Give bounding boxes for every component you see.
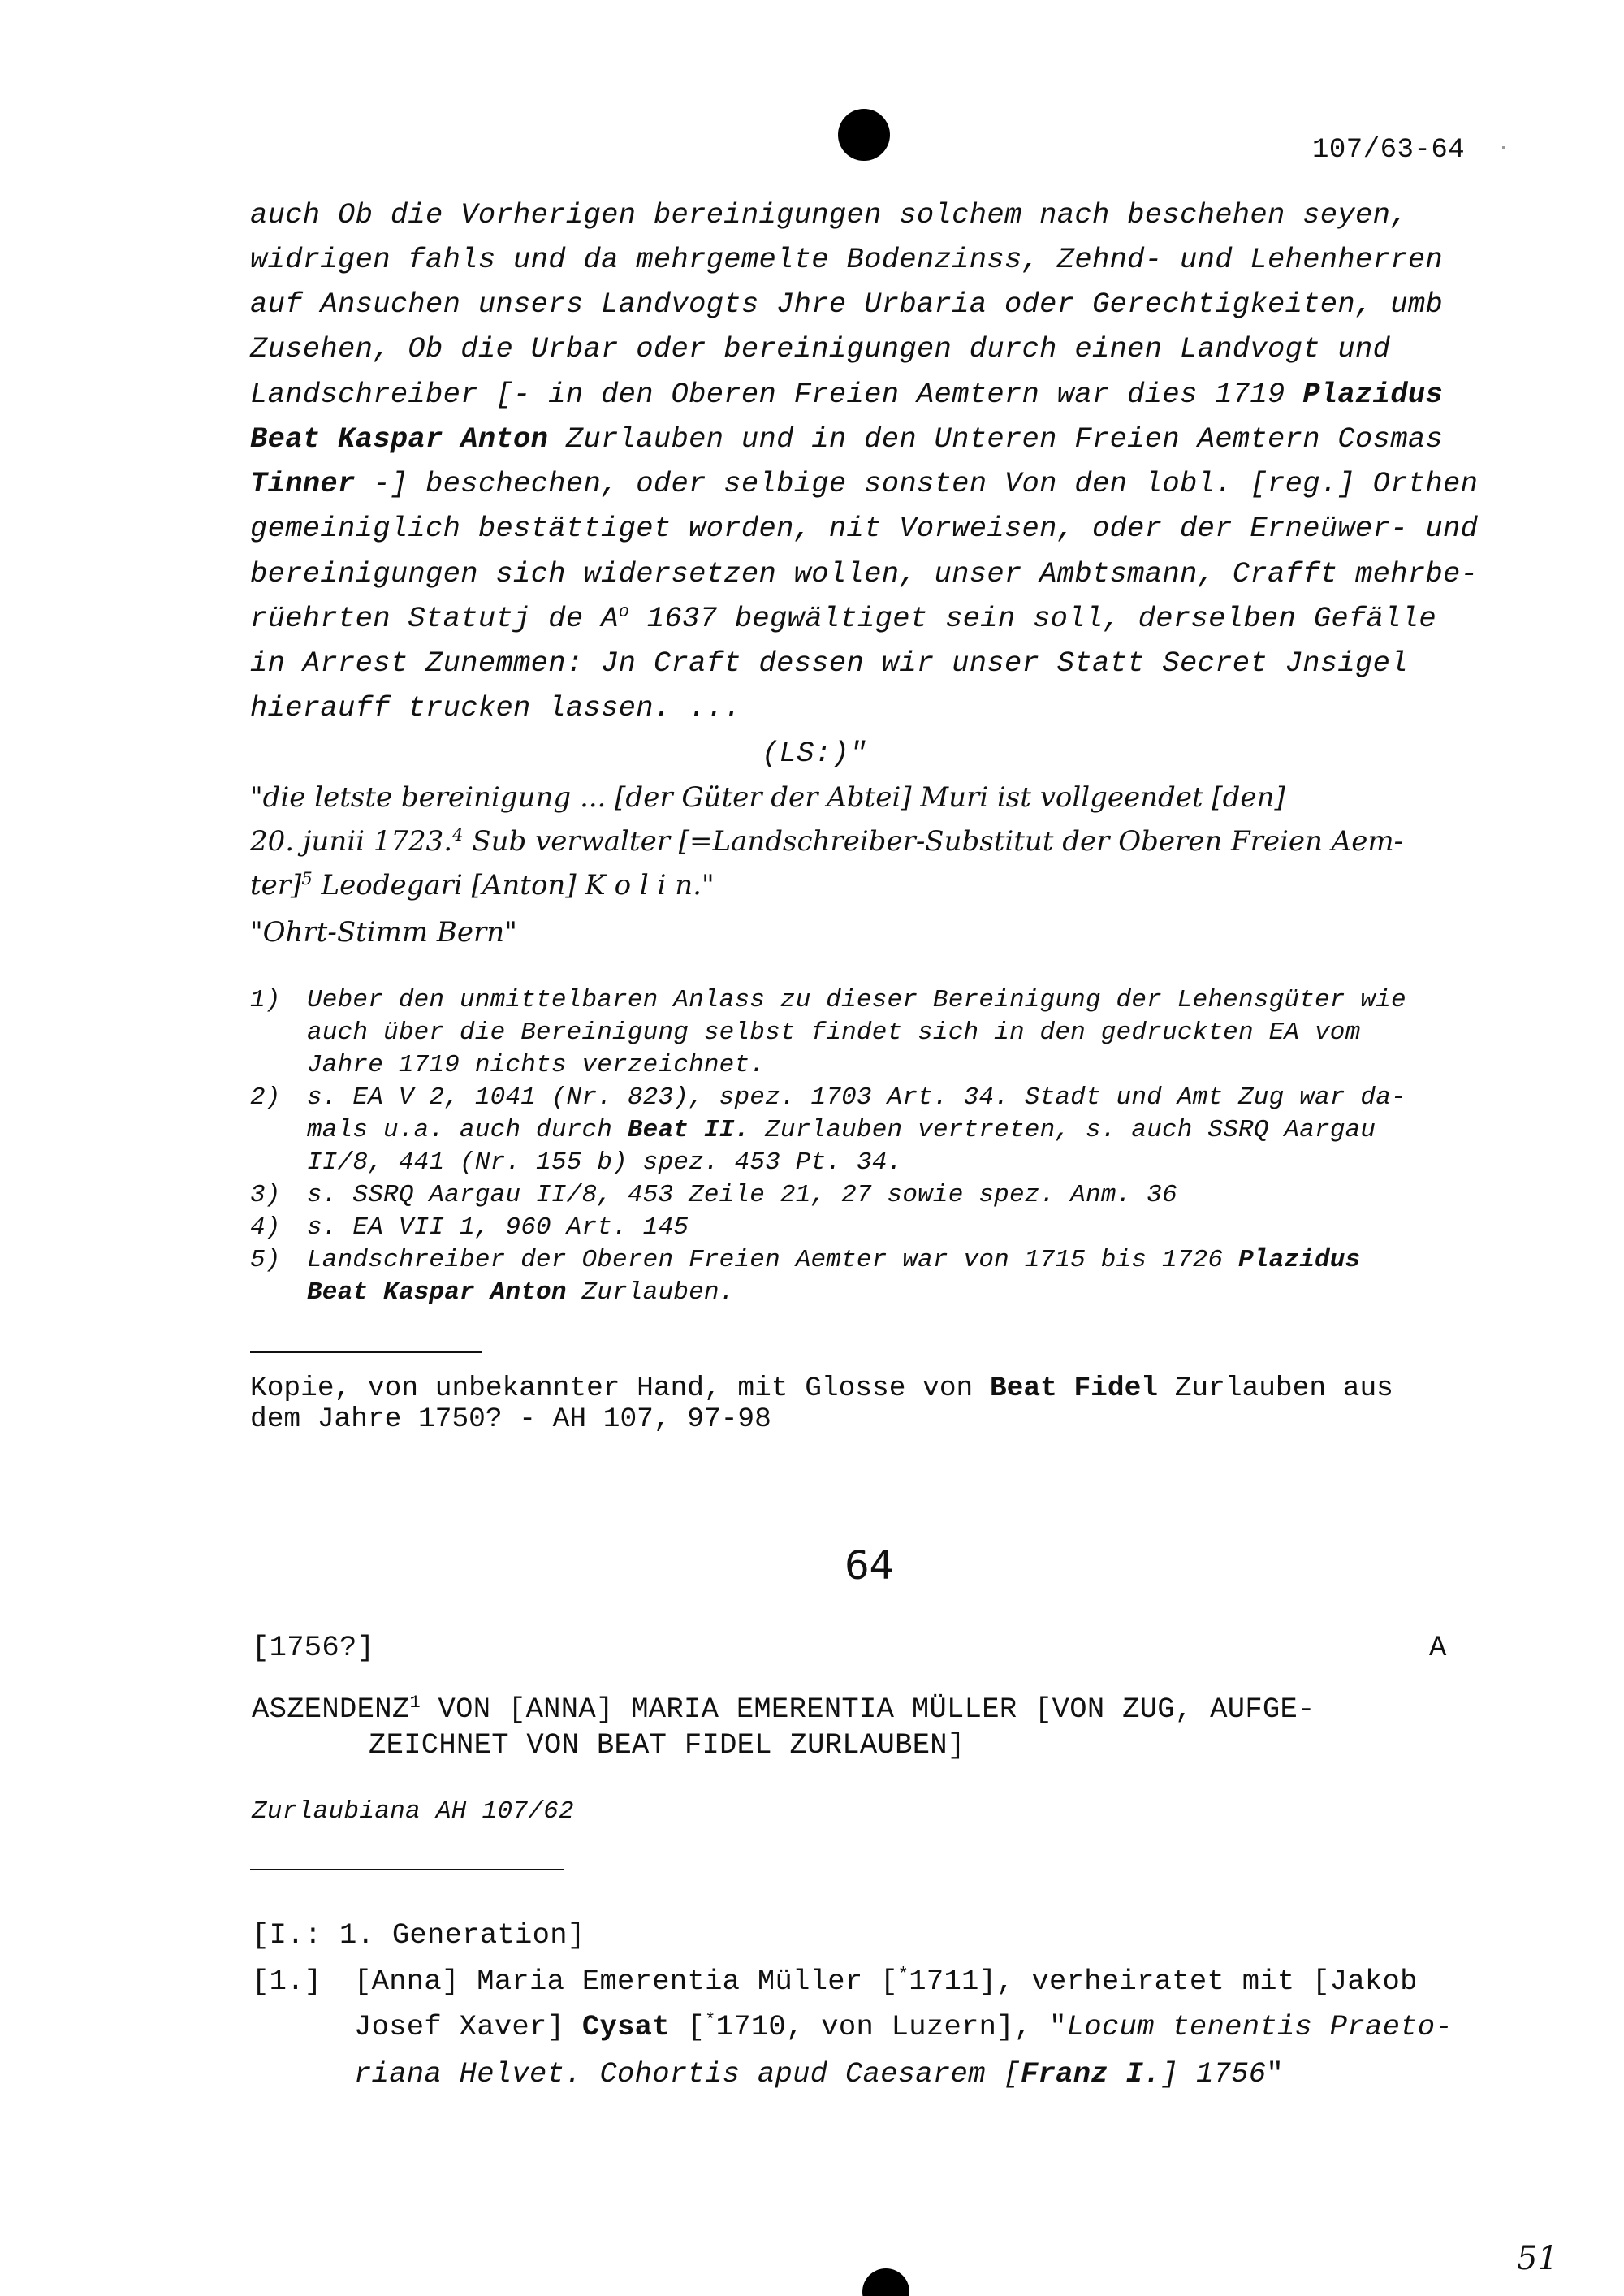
footnote-text: s. SSRQ Aargau II/8, 453 Zeile 21, 27 sowie spez. Anm. 36	[307, 1181, 1177, 1209]
transcription-line: widrigen fahls und da mehrgemelte Bodenzinss, Zehnd- und Lehenherren	[250, 243, 1444, 276]
text-run: ASZENDENZ	[252, 1693, 410, 1726]
document-title	[252, 1693, 1315, 1726]
text-run: [	[669, 2010, 706, 2043]
transcription-line: gemeiniglich bestättiget worden, nit Vorweisen, oder der Erneüwer- und	[250, 512, 1479, 545]
text-run: VON [ANNA] MARIA EMERENTIA MÜLLER [VON ZUG, AUFGE-	[420, 1693, 1315, 1726]
superscript: o	[618, 601, 630, 622]
text-run: Josef Xaver]	[354, 2010, 582, 2043]
transcription-line: hierauff trucken lassen. ...	[250, 691, 741, 724]
entry-line	[354, 2057, 1284, 2091]
birth-mark: *	[705, 2009, 716, 2030]
separator-rule	[250, 1869, 564, 1870]
name-bold: Plazidus	[1302, 378, 1444, 411]
name-bold: Beat Kaspar Anton	[307, 1278, 567, 1307]
text-run: Zurlaubiana AH 107/62	[252, 1797, 574, 1826]
document-number: 64	[844, 1543, 895, 1589]
text-run: Zurlauben vertreten, s. auch SSRQ Aargau	[749, 1116, 1376, 1144]
name-bold: Franz I.	[1020, 2057, 1161, 2091]
footnote-text	[307, 1246, 1360, 1274]
transcription-line	[250, 422, 1443, 456]
text-run: 20. junii 1723.	[250, 825, 453, 858]
text-run: Zurlauben und in den Unteren Freien Aemtern Cosmas	[548, 422, 1444, 456]
name-bold: Beat Fidel	[989, 1373, 1158, 1404]
glosse-line: "die letste bereinigung ... [der Güter der Abtei] Muri ist vollgeendet [den]	[250, 781, 1285, 814]
separator-rule	[250, 1351, 482, 1353]
transcription-line: in Arrest Zunemmen: Jn Craft dessen wir unser Statt Secret Jnsigel	[250, 646, 1408, 680]
punch-hole-bottom	[862, 2268, 909, 2296]
transcription-line: Zusehen, Ob die Urbar oder bereinigungen durch einen Landvogt und	[250, 332, 1391, 365]
punch-hole-top	[838, 109, 890, 161]
footnote-text	[307, 1278, 735, 1307]
reference-number: 107/63-64	[1312, 135, 1466, 166]
document-date: [1756?]	[252, 1631, 375, 1664]
footnote-number: 1)	[250, 986, 281, 1014]
footnote-text: s. EA V 2, 1041 (Nr. 823), spez. 1703 Art. 34. Stadt und Amt Zug war da-	[307, 1083, 1406, 1112]
entry-line	[354, 1965, 1418, 1998]
text-run: riana Helvet. Cohortis apud Caesarem [	[354, 2057, 1021, 2091]
text-run: ] 1756	[1160, 2057, 1267, 2091]
document-marker: A	[1429, 1631, 1447, 1664]
transcription-line	[250, 602, 1436, 635]
text-run: rüehrten Statutj de A	[250, 602, 619, 635]
footnote-ref: 1	[409, 1692, 421, 1713]
entry-line	[354, 2010, 1453, 2043]
text-run: 1711], verheiratet mit [Jakob	[909, 1965, 1418, 1998]
text-run: -] beschechen, oder selbige sonsten Von den lobl. [reg.] Orthen	[355, 467, 1479, 500]
footnote-ref: 4	[452, 824, 464, 845]
speck	[1502, 146, 1505, 149]
name-bold: Beat II.	[627, 1116, 750, 1144]
transcription-line	[250, 467, 1478, 500]
footnote-text: Jahre 1719 nichts verzeichnet.	[307, 1051, 766, 1079]
text-run: 1637 begwältiget sein soll, derselben Gefälle	[629, 602, 1436, 635]
footnote-text: auch über die Bereinigung selbst findet sich in den gedruckten EA vom	[307, 1018, 1361, 1047]
text-run: Zurlauben.	[566, 1278, 735, 1307]
name-bold: Beat Kaspar Anton	[250, 422, 549, 456]
footnote-number: 2)	[250, 1083, 281, 1112]
text-run: ter]	[250, 869, 302, 902]
text-run: Locum tenentis Praeto-	[1066, 2010, 1453, 2043]
generation-heading: [I.: 1. Generation]	[252, 1918, 585, 1952]
name-bold: Tinner	[250, 467, 356, 500]
footnote-text: II/8, 441 (Nr. 155 b) spez. 453 Pt. 34.	[307, 1148, 903, 1177]
text-run: 1710, von Luzern], "	[715, 2010, 1067, 2043]
page-mark: 51	[1517, 2240, 1558, 2277]
name-bold: Plazidus	[1238, 1246, 1361, 1274]
transcription-line	[250, 378, 1443, 411]
text-run: "	[1266, 2057, 1284, 2091]
document-title: ZEICHNET VON BEAT FIDEL ZURLAUBEN]	[369, 1728, 965, 1762]
footnote-number: 5)	[250, 1246, 281, 1274]
text-run: Leodegari [Anton] K o l i n."	[312, 869, 715, 902]
footnote-text	[307, 1116, 1376, 1144]
birth-mark: *	[897, 1964, 909, 1985]
footnote-number: 4)	[250, 1213, 281, 1242]
glosse-line	[250, 869, 715, 902]
text-run: [Anna] Maria Emerentia Müller [	[354, 1965, 898, 1998]
footnote-text: Ueber den unmittelbaren Anlass zu dieser Bereinigung der Lehensgüter wie	[307, 986, 1406, 1014]
footnote-text: s. EA VII 1, 960 Art. 145	[307, 1213, 689, 1242]
glosse-line: "Ohrt-Stimm Bern"	[250, 916, 517, 949]
glosse-line	[250, 825, 1403, 858]
footnote-ref: 5	[301, 868, 313, 889]
seal-mark: (LS:)"	[762, 737, 867, 770]
transcription-line: bereinigungen sich widersetzen wollen, unser Ambtsmann, Crafft mehrbe-	[250, 557, 1479, 590]
text-run: Sub verwalter [=Landschreiber-Substitut der Oberen Freien Aem-	[463, 825, 1404, 858]
transcription-line: auf Ansuchen unsers Landvogts Jhre Urbaria oder Gerechtigkeiten, umb	[250, 288, 1444, 321]
text-run: Landschreiber der Oberen Freien Aemter war von 1715 bis 1726	[307, 1246, 1238, 1274]
source-note-line: dem Jahre 1750? - AH 107, 97-98	[250, 1403, 771, 1435]
source-note-line	[250, 1373, 1393, 1404]
name-bold: Cysat	[581, 2010, 670, 2043]
text-run: Kopie, von unbekannter Hand, mit Glosse von	[250, 1373, 990, 1404]
footnote-number: 3)	[250, 1181, 281, 1209]
document-source	[252, 1797, 574, 1826]
text-run: Landschreiber [- in den Oberen Freien Aemtern war dies 1719	[250, 378, 1303, 411]
text-run: Zurlauben aus	[1158, 1373, 1393, 1404]
text-run: mals u.a. auch durch	[307, 1116, 628, 1144]
entry-number: [1.]	[252, 1965, 322, 1998]
transcription-line: auch Ob die Vorherigen bereinigungen solchem nach beschehen seyen,	[250, 198, 1408, 231]
